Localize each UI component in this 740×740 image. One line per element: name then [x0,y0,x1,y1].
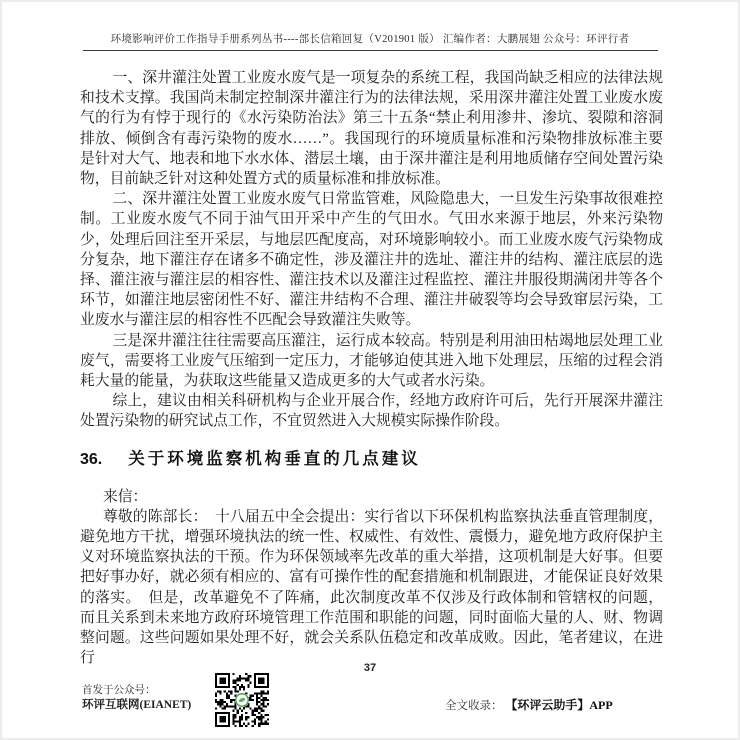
paragraph-deep-well-2: 二、深井灌注处置工业废水废气日常监管难，风险隐患大，一旦发生污染事故很难控制。工业废水废气不同于油气田开采中产生的气田水。气田水来源于地层，外来污染物少，处理后回注至开采层，与地层匹配度高，对环境影响较小。而工业废水废气污染物成分复杂，地下灌注存在诸多不确定性，涉及灌注井的选址、灌注井的结构、灌注底层的选择、灌注液与灌注层的相容性、灌注技术以及灌注过程监控、灌注井服役期满闭井等各个环节，如灌注地层密闭性不好、灌注井结构不合理、灌注井破裂等均会导致窜层污染，工业废水与灌注层的相容性不匹配会导致灌注失败等。 [80,191,663,329]
section-title: 关于环境监察机构垂直的几点建议 [128,448,421,468]
footer-app-prefix: 全文收录： [445,700,503,712]
letter-label: 来信： [102,488,148,505]
page-number: 37 [363,662,377,674]
letter-paragraph: 尊敬的陈部长： 十八届五中全会提出：实行省以下环保机构监察执法垂直管理制度，避免地方干扰，增强环境执法的统一性、权威性、有效性、震慑力，避免地方政府保护主义对环境监察执法的干预。作为环保领域率先改革的重大举措，这项机制是大好事。但要把好事办好，就必须有相应的、富有可操作性的配套措施和机制跟进，才能保证良好效果的落实。 但是，改革避免不了阵痛，此次制度改革不仅涉及行政体制和管辖权的问题，而且关系到未来地方政府环境管理工作范围和职能的问题，同时面临大量的人、财、物调整问题。这些问题如果处理不好，就会关系队伍稳定和改革成败。因此，笔者建议，在进行 [80,508,663,667]
footer-publisher-line2: 环评互联网(EIANET) [82,699,192,711]
footer-app-name: 【环评云助手】APP [505,698,613,712]
qr-code-icon [215,673,269,727]
section-number: 36. [80,450,103,468]
footer-app-note [445,696,613,713]
footer-publisher-line1: 首发于公众号： [82,685,156,696]
paragraph-conclusion: 综上，建议由相关科研机构与企业开展合作，经地方政府许可后，先行开展深井灌注处置污染物的研究试点工作，不宜贸然进入大规模实际操作阶段。 [80,393,663,430]
page-body [2,51,738,668]
page-header: 环境影响评价工作指导手册系列丛书----部长信箱回复（V201901 版） 汇编作者：大鹏展翅 公众号：环评行者 [83,31,658,51]
paragraph-deep-well-3: 三是深井灌注往往需要高压灌注，运行成本较高。特别是利用油田枯竭地层处理工业废气，需要将工业废气压缩到一定压力，才能够迫使其进入地下处理层，压缩的过程会消耗大量的能量，为获取这些能量又造成更多的大气或者水污染。 [80,332,663,390]
section-heading [80,445,663,469]
footer-publisher [82,683,191,713]
paragraph-deep-well-1: 一、深井灌注处置工业废水废气是一项复杂的系统工程，我国尚缺乏相应的法律法规和技术支撑。我国尚未制定控制深井灌注行为的法律法规，采用深井灌注处置工业废水废气的行为有悖于现行的《水污染防治法》第三十五条“禁止利用渗井、渗坑、裂隙和溶洞排放、倾倒含有毒污染物的废水……”。我国现行的环境质量标准和污染物排放标准主要是针对大气、地表和地下水水体、潜层土壤，由于深井灌注是利用地质储存空间处置污染物，目前缺乏针对这种处置方式的质量标准和排放标准。 [80,70,663,188]
